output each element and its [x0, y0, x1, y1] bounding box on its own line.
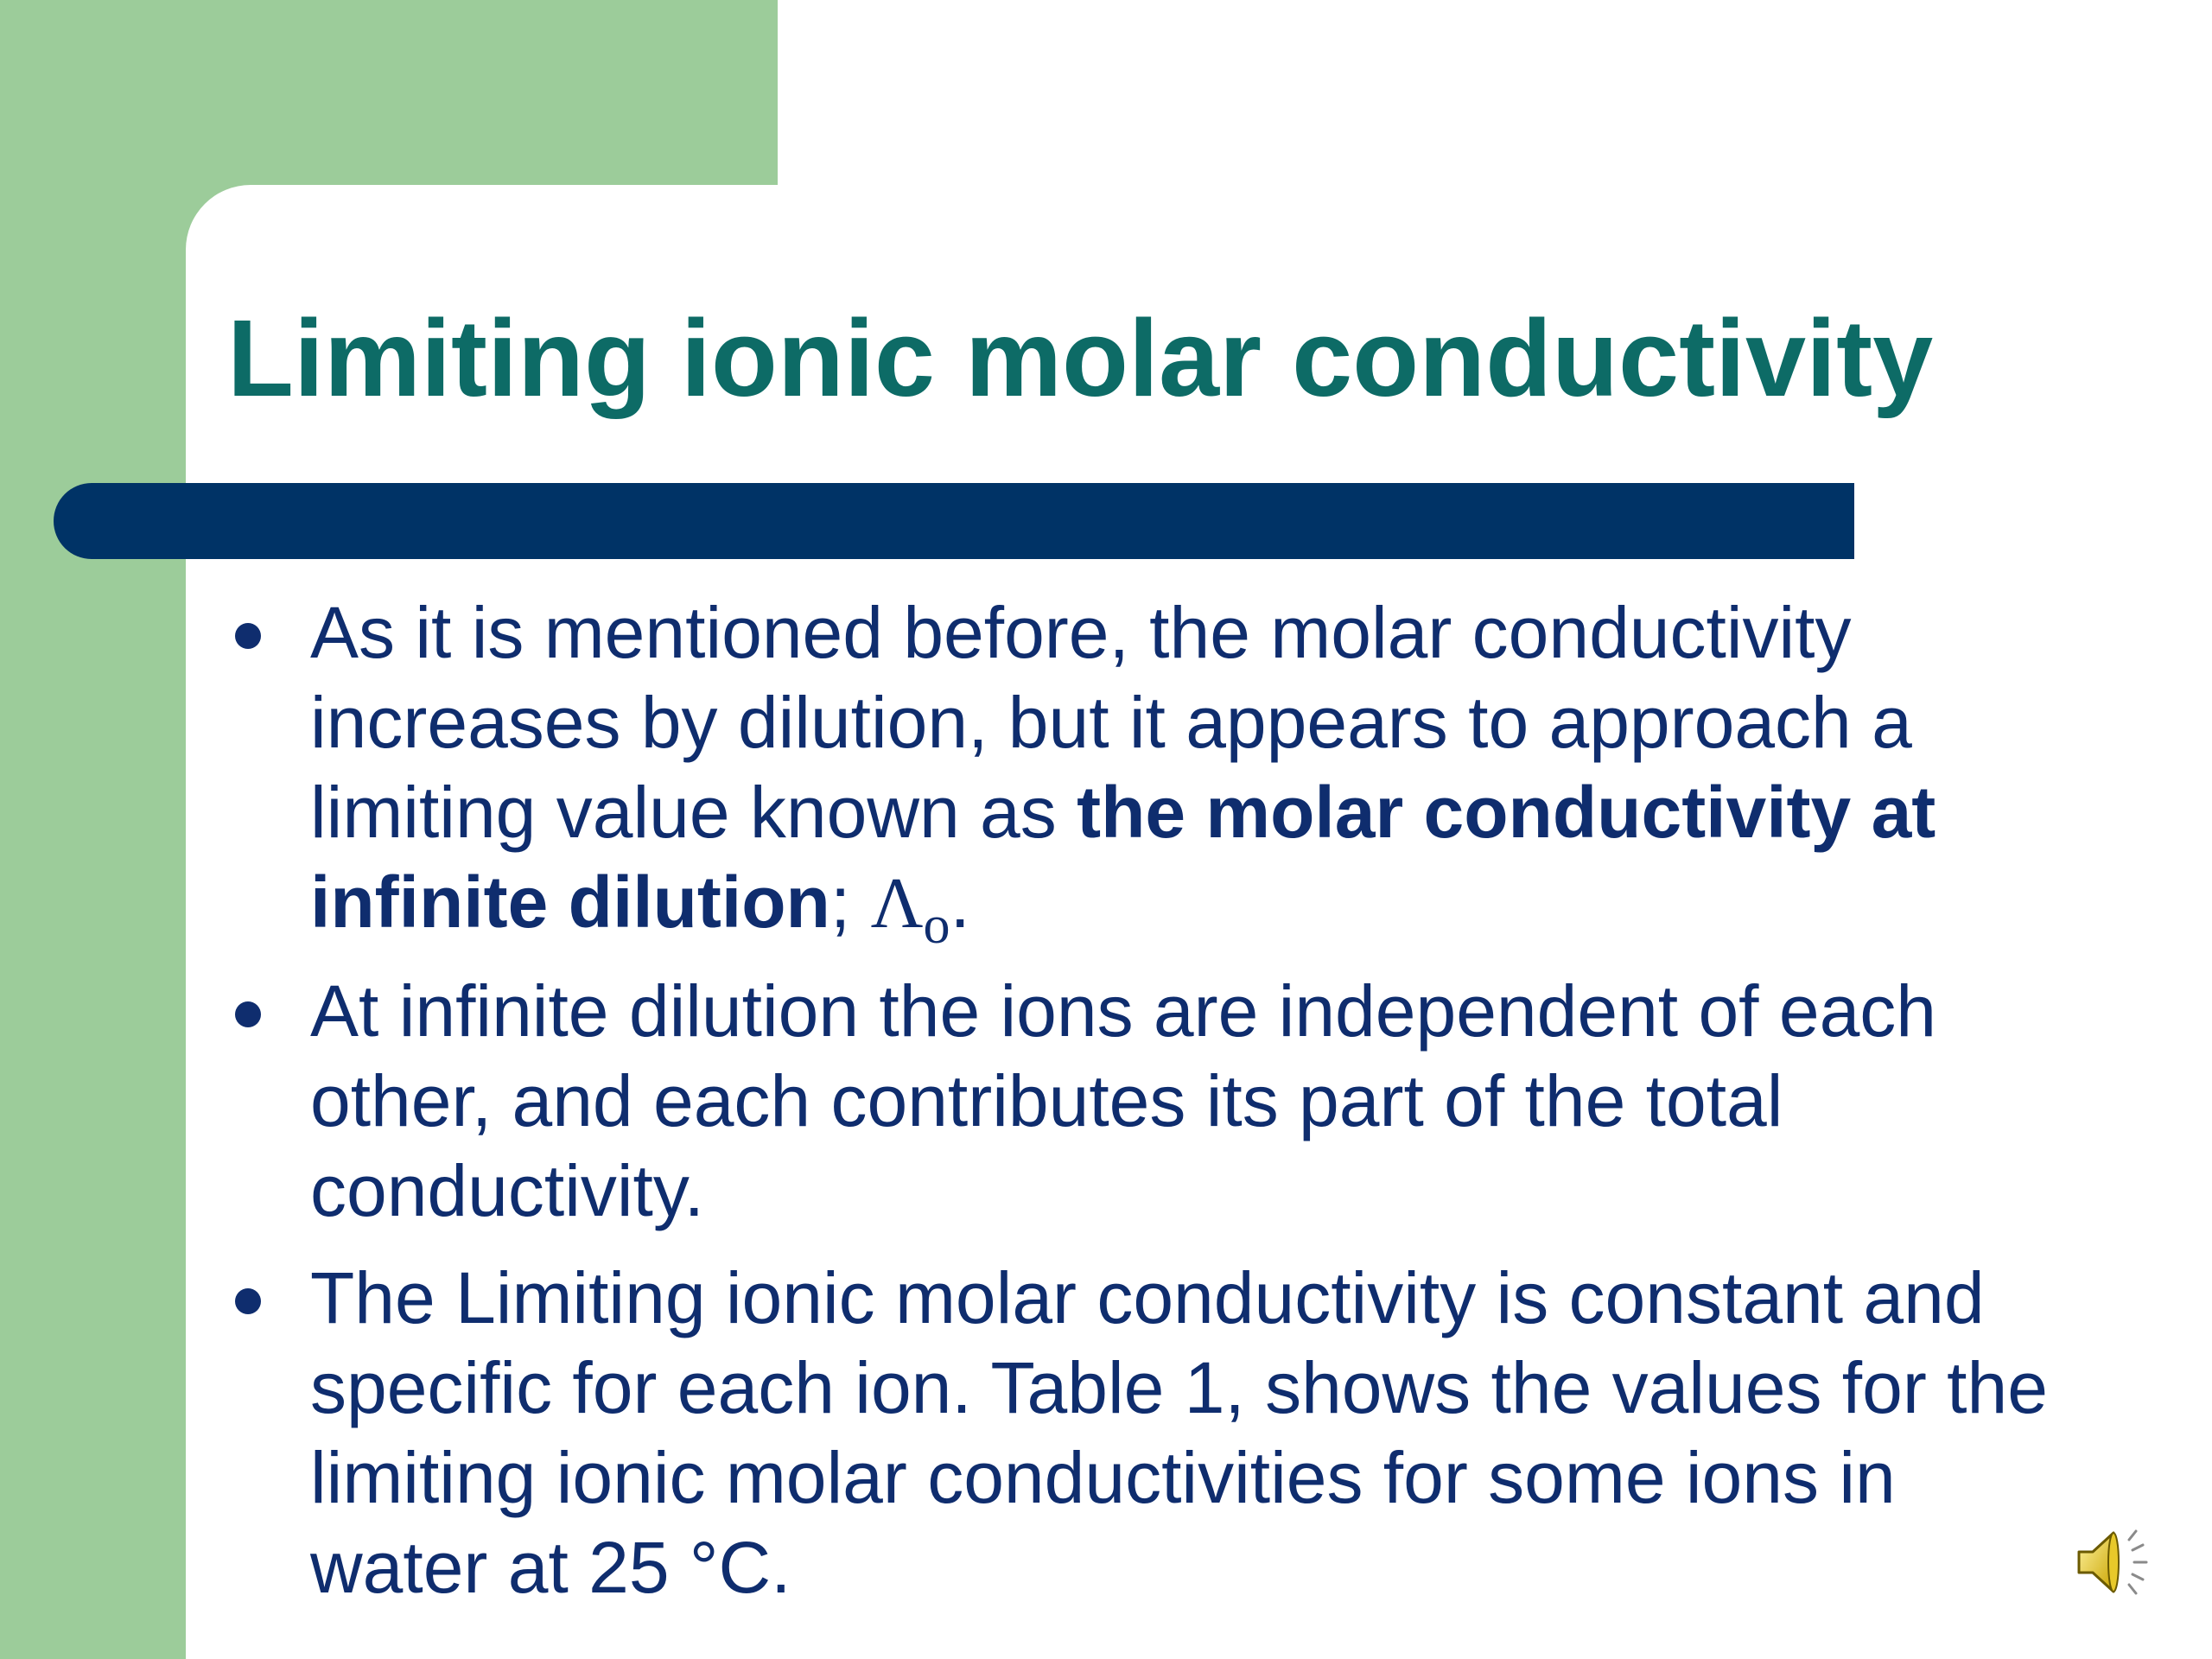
bullet-item-1 — [227, 588, 2076, 955]
bullet-dot — [235, 623, 261, 649]
speaker-icon-graphic — [2074, 1522, 2153, 1602]
bullet-item-3 — [227, 1253, 2076, 1612]
bullet-1-text: As it is mentioned before, the molar conductivity increases by dilution, but it appears to approach a limiting value known as — [310, 592, 1912, 853]
bullet-list — [227, 588, 2076, 1630]
bullet-1-separator: ; — [830, 861, 871, 943]
bullet-3-text: The Limiting ionic molar conductivity is constant and specific for each ion. Table 1, shows the values for the limiting ionic molar conductivities for some ions in water at 25 °C. — [310, 1257, 2048, 1608]
lambda-subscript: o — [923, 896, 950, 955]
lambda-symbol — [870, 863, 950, 955]
title-underline-bar — [54, 483, 1854, 559]
slide-title: Limiting ionic molar conductivity — [227, 297, 1934, 419]
bullet-1-bold-term: the molar conductivity at infinite dilution — [310, 772, 1936, 943]
bullet-item-2 — [227, 966, 2076, 1236]
bullet-1-period: . — [950, 861, 970, 943]
speaker-icon[interactable] — [2074, 1522, 2153, 1602]
lambda-glyph: Λ — [870, 863, 924, 944]
bullet-2-text: At infinite dilution the ions are independent of each other, and each contributes its part of the total conductivity. — [310, 970, 1937, 1231]
bullet-dot — [235, 1001, 261, 1027]
bullet-dot — [235, 1288, 261, 1314]
